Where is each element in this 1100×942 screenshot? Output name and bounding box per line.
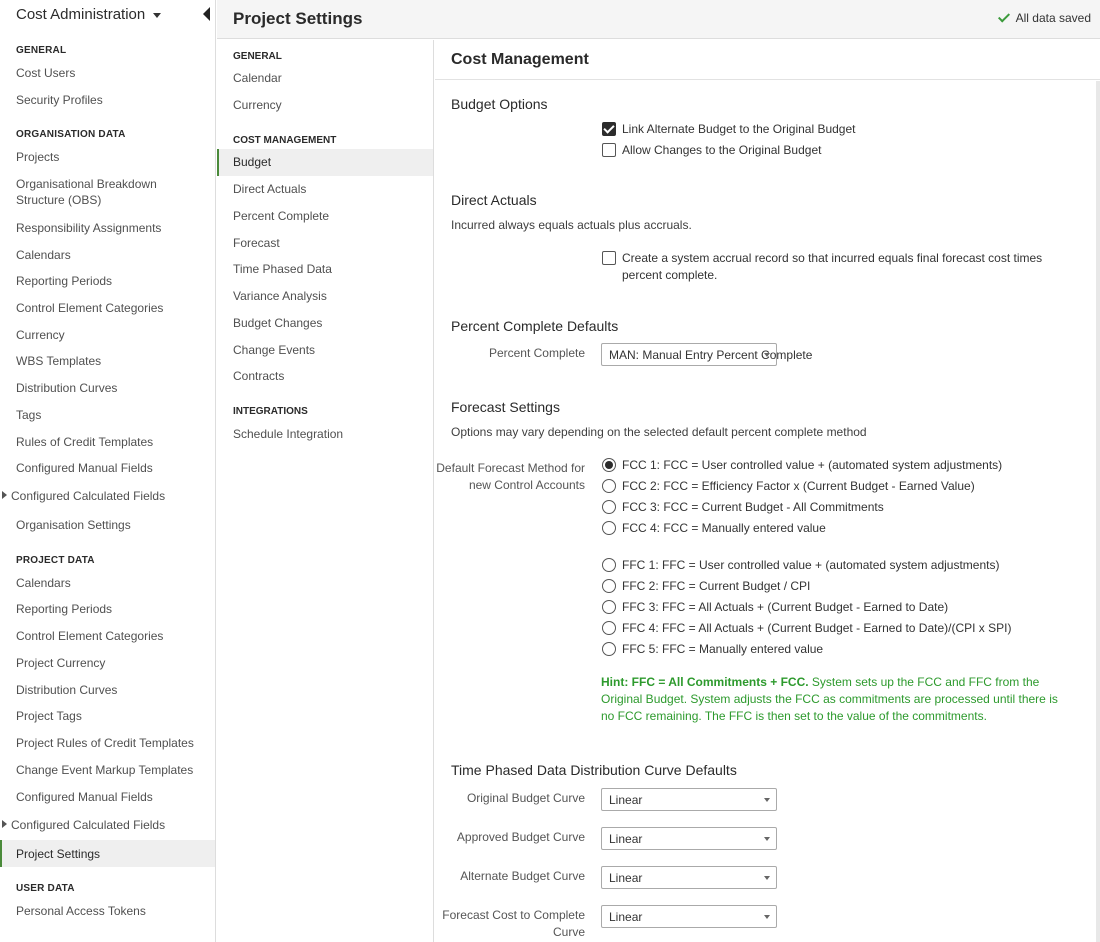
page-header [217,0,1100,39]
nav-item-responsibility-assignments[interactable]: Responsibility Assignments [16,221,162,235]
chevron-down-icon [764,353,770,357]
percent-complete-title: Percent Complete Defaults [451,318,619,334]
settings-item-time-phased-data[interactable]: Time Phased Data [233,262,332,276]
expand-arrow-icon[interactable] [2,491,7,499]
nav-item-configured-manual-fields[interactable]: Configured Manual Fields [16,461,153,475]
settings-item-direct-actuals[interactable]: Direct Actuals [233,182,307,196]
direct-actuals-description: Incurred always equals actuals plus accruals. [451,218,692,232]
nav-item-tags[interactable]: Tags [16,408,42,422]
approved-budget-curve-select[interactable] [601,827,777,850]
section-heading-integrations: INTEGRATIONS [233,406,308,417]
section-heading-organisation-data: ORGANISATION DATA [16,129,126,140]
budget-options-title: Budget Options [451,96,548,112]
percent-complete-select[interactable] [601,343,813,366]
nav-item-project-configured-calculated-fields[interactable]: Configured Calculated Fields [11,818,166,832]
scrollbar[interactable] [1096,81,1100,942]
settings-item-percent-complete[interactable]: Percent Complete [233,209,330,223]
nav-item-project-tags[interactable]: Project Tags [16,709,82,723]
ffc-2-radio[interactable] [602,579,616,593]
fcc-2-radio[interactable] [602,479,616,493]
section-heading-general: GENERAL [16,45,67,56]
nav-item-configured-calculated-fields[interactable]: Configured Calculated Fields [11,489,166,503]
settings-item-change-events[interactable]: Change Events [233,343,316,357]
fcc-option-4[interactable] [602,520,826,537]
check-icon [998,10,1010,22]
percent-complete-value: MAN: Manual Entry Percent Complete [609,348,813,362]
nav-item-obs[interactable]: Organisational Breakdown Structure (OBS) [16,177,157,207]
settings-item-calendar[interactable]: Calendar [233,71,282,85]
settings-item-variance-analysis[interactable]: Variance Analysis [233,289,327,303]
nav-item-cost-users[interactable]: Cost Users [16,66,76,80]
expand-arrow-icon[interactable] [2,820,7,828]
hint-bold: Hint: FFC = All Commitments + FCC. [601,675,809,689]
settings-item-schedule-integration[interactable]: Schedule Integration [233,427,344,441]
nav-item-personal-access-tokens[interactable]: Personal Access Tokens [16,904,146,918]
left-navigation [0,0,216,942]
ffc-5-label: FFC 5: FFC = Manually entered value [622,642,824,656]
nav-item-control-element-categories[interactable]: Control Element Categories [16,301,164,315]
fcc-4-radio[interactable] [602,521,616,535]
hint-text: System sets up the FCC and FFC from the Original Budget. System adjusts the FCC as commitments are processed until there is no FCC remaining. The FFC is then set to the value of the commitments. [601,675,1058,723]
original-budget-curve-label: Original Budget Curve [466,791,585,805]
ffc-5-radio[interactable] [602,642,616,656]
alternate-budget-curve-value: Linear [609,871,643,885]
app-title-menu[interactable] [16,6,161,23]
link-alternate-budget-label: Link Alternate Budget to the Original Budget [622,122,856,136]
page-title: Project Settings [233,9,363,28]
nav-item-change-event-markup-templates[interactable]: Change Event Markup Templates [16,763,194,777]
allow-changes-checkbox[interactable] [602,143,616,157]
nav-item-currency[interactable]: Currency [16,328,65,342]
default-forecast-method-label: Default Forecast Method for new Control Accounts [436,461,585,492]
fcc-3-radio[interactable] [602,500,616,514]
nav-item-wbs-templates[interactable]: WBS Templates [16,354,102,368]
forecast-cost-curve-label: Forecast Cost to Complete Curve [442,908,585,939]
nav-item-distribution-curves[interactable]: Distribution Curves [16,381,118,395]
alternate-budget-curve-select[interactable] [601,866,777,889]
section-heading-project-data: PROJECT DATA [16,555,95,566]
nav-item-project-settings[interactable]: Project Settings [16,847,101,861]
nav-item-project-configured-manual-fields[interactable]: Configured Manual Fields [16,790,153,804]
settings-item-forecast[interactable]: Forecast [233,236,280,250]
ffc-option-4[interactable] [602,620,1011,637]
chevron-down-icon [764,798,770,802]
fcc-2-label: FCC 2: FCC = Efficiency Factor x (Current Budget - Earned Value) [622,479,975,493]
chevron-down-icon [764,837,770,841]
ffc-option-5[interactable] [602,641,823,658]
nav-item-project-calendars[interactable]: Calendars [16,576,71,590]
fcc-4-label: FCC 4: FCC = Manually entered value [622,521,826,535]
forecast-settings-description: Options may vary depending on the selected default percent complete method [451,425,867,439]
settings-item-budget-changes[interactable]: Budget Changes [233,316,323,330]
ffc-4-radio[interactable] [602,621,616,635]
ffc-option-2[interactable] [602,578,810,595]
ffc-1-radio[interactable] [602,558,616,572]
fcc-option-1[interactable] [602,457,1002,474]
create-accrual-label: Create a system accrual record so that incurred equals final forecast cost times percent complete. [622,251,1043,282]
ffc-3-radio[interactable] [602,600,616,614]
settings-item-budget[interactable]: Budget [233,155,272,169]
section-heading-general: GENERAL [233,51,282,62]
create-accrual-option[interactable] [602,250,1082,284]
fcc-1-label: FCC 1: FCC = User controlled value + (automated system adjustments) [622,458,1003,472]
ffc-option-3[interactable] [602,599,948,616]
section-heading-cost-management: COST MANAGEMENT [233,135,337,146]
fcc-1-radio[interactable] [602,458,616,472]
collapse-sidebar-icon[interactable] [203,7,210,21]
content-header [435,40,1100,80]
save-status-text: All data saved [1015,11,1091,25]
nav-item-rules-of-credit-templates[interactable]: Rules of Credit Templates [16,435,154,449]
original-budget-curve-value: Linear [609,793,643,807]
ffc-4-label: FFC 4: FFC = All Actuals + (Current Budget - Earned to Date)/(CPI x SPI) [622,621,1012,635]
link-alternate-budget-option[interactable] [602,121,856,138]
forecast-cost-curve-value: Linear [609,910,643,924]
content-title: Cost Management [451,51,589,68]
section-heading-user-data: USER DATA [16,883,75,894]
main-content [435,40,1100,942]
original-budget-curve-select[interactable] [601,788,777,811]
forecast-settings-title: Forecast Settings [451,399,560,415]
allow-changes-label: Allow Changes to the Original Budget [622,143,822,157]
nav-item-organisation-settings[interactable]: Organisation Settings [16,518,131,532]
fcc-3-label: FCC 3: FCC = Current Budget - All Commitments [622,500,884,514]
chevron-down-icon [764,915,770,919]
chevron-down-icon [764,876,770,880]
fcc-option-3[interactable] [602,499,884,516]
approved-budget-curve-value: Linear [609,832,643,846]
forecast-cost-curve-select[interactable] [601,905,777,928]
nav-item-calendars[interactable]: Calendars [16,248,71,262]
save-status [1001,11,1091,25]
ffc-2-label: FFC 2: FFC = Current Budget / CPI [622,579,811,593]
nav-item-reporting-periods[interactable]: Reporting Periods [16,274,113,288]
nav-item-project-reporting-periods[interactable]: Reporting Periods [16,602,113,616]
ffc-1-label: FFC 1: FFC = User controlled value + (automated system adjustments) [622,558,1000,572]
settings-item-contracts[interactable]: Contracts [233,369,285,383]
settings-navigation [217,40,434,942]
direct-actuals-title: Direct Actuals [451,192,537,208]
nav-item-project-distribution-curves[interactable]: Distribution Curves [16,683,118,697]
fcc-option-2[interactable] [602,478,975,495]
create-accrual-checkbox[interactable] [602,251,616,265]
approved-budget-curve-label: Approved Budget Curve [456,830,585,844]
nav-item-project-currency[interactable]: Project Currency [16,656,106,670]
alternate-budget-curve-label: Alternate Budget Curve [460,869,585,883]
nav-item-projects[interactable]: Projects [16,150,60,164]
chevron-down-icon [153,13,161,18]
nav-item-security-profiles[interactable]: Security Profiles [16,93,103,107]
link-alternate-budget-checkbox[interactable] [602,122,616,136]
allow-changes-option[interactable] [602,142,821,159]
nav-item-project-control-element-categories[interactable]: Control Element Categories [16,629,164,643]
percent-complete-label: Percent Complete [488,346,585,360]
settings-item-currency[interactable]: Currency [233,98,282,112]
curve-defaults-title: Time Phased Data Distribution Curve Defaults [451,762,737,778]
ffc-3-label: FFC 3: FFC = All Actuals + (Current Budget - Earned to Date) [622,600,949,614]
nav-item-project-rules-of-credit[interactable]: Project Rules of Credit Templates [16,736,194,750]
forecast-hint [601,674,1071,725]
ffc-option-1[interactable] [602,557,999,574]
app-title: Cost Administration [16,6,146,23]
